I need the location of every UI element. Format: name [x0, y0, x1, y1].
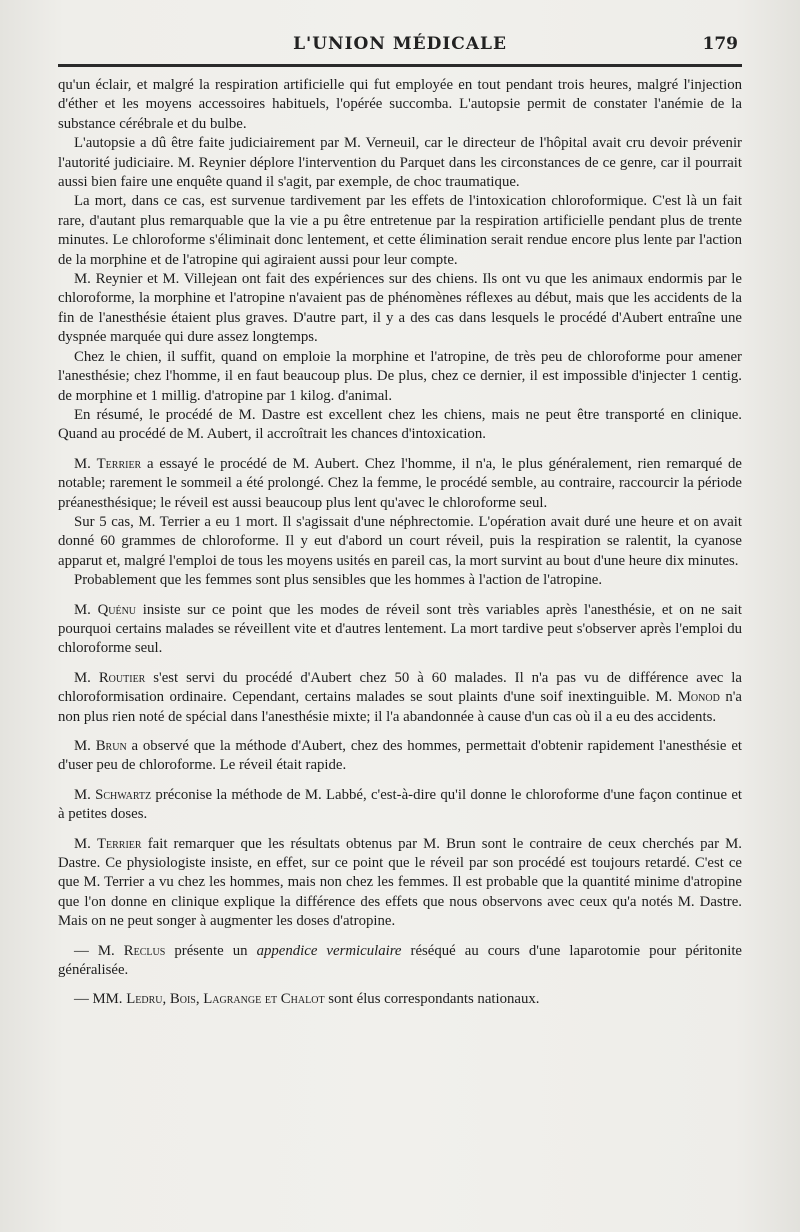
paragraph: M. Reynier et M. Villejean ont fait des expériences sur des chiens. Ils ont vu que les animaux endormis par le chloroforme, la morphine et l'atropine n'avaient pas de phénomènes réflexes au début, mais que les accidents de la fin de l'anesthésie étaient plus graves. D'autre part, il y a des cas dans lesquels le procédé d'Aubert entraîne une dyspnée marquée qui dure assez longtemps. [58, 271, 742, 346]
page-header [60, 34, 740, 62]
paragraph: — MM. Ledru, Bois, Lagrange et Chalot sont élus correspondants nationaux. [74, 991, 540, 1008]
speaker-name: Monod [677, 689, 720, 706]
speaker-name: Quénu [97, 601, 137, 618]
paragraph: Sur 5 cas, M. Terrier a eu 1 mort. Il s'agissait d'une néphrectomie. L'opération avait duré une heure et on avait donné 60 grammes de chloroforme. Il y eut d'abord un court réveil, puis la respiration se ralentit, la cyanose apparut et, malgré l'emploi de tous les moyens usités en pareil cas, la mort survint au bout d'une heure dix minutes. [58, 513, 742, 569]
speaker-name: Terrier [96, 455, 142, 472]
speaker-name: Reclus [123, 942, 166, 959]
speaker-name: Schwartz [95, 786, 152, 803]
paragraph: M. Brun a observé que la méthode d'Aubert, chez des hommes, permettait d'obtenir rapidement l'anesthésie et d'user peu de chloroforme. Le réveil était rapide. [58, 738, 742, 774]
speaker-name: Brun [95, 738, 127, 754]
paragraph: Chez le chien, il suffit, quand on emploie la morphine et l'atropine, de très peu de chloroforme pour amener l'anesthésie; chez l'homme, il en faut beaucoup plus. De plus, chez ce dernier, il est impossible d'injecter 1 centig. de morphine et 1 millig. d'atropine par 1 kilog. d'animal. [58, 348, 742, 404]
paragraph: qu'un éclair, et malgré la respiration artificielle qui fut employée en tout pendant trois heures, malgré l'injection d'éther et les moyens accessoires habituels, l'opérée succomba. L'autopsie permit de constater l'anémie de la substance cérébrale et du bulbe. [58, 77, 742, 132]
page-number: 179 [702, 34, 738, 54]
italic-term: appendice vermiculaire [256, 942, 402, 959]
paragraph: M. Terrier fait remarquer que les résultats obtenus par M. Brun sont le contraire de ceux cherchés par M. Dastre. Ce physiologiste insiste, en effet, sur ce point que le réveil par son procédé est toujours retardé. C'est ce que M. Terrier a vu chez les hommes, mais non chez les femmes. Il est probable que la quantité minime d'atropine que l'on donne en clinique explique la différence des effets que nous observons avec ceux qu'a notés M. Dastre. Mais on ne peut songer à augmenter les doses d'atropine. [58, 835, 742, 930]
running-title: L'UNION MÉDICALE [293, 34, 507, 54]
header-rule [58, 64, 742, 67]
paragraph: M. Quénu insiste sur ce point que les modes de réveil sont très variables après l'anesthésie, et on ne sait pourquoi certains malades se réveillent vite et d'autres lentement. La mort tardive peut s'observer après l'emploi du chloroforme seul. [58, 601, 742, 657]
article-body [58, 76, 742, 1010]
paragraph: L'autopsie a dû être faite judiciairement par M. Verneuil, car le directeur de l'hôpital avait cru devoir prévenir l'autorité judiciaire. M. Reynier déplore l'intervention du Parquet dans les circonstances de ce genre, car il pourrait aussi bien faire une enquête quand il s'agit, par exemple, de choc traumatique. [58, 135, 742, 191]
speaker-name: Routier [98, 669, 146, 686]
paragraph: M. Routier s'est servi du procédé d'Aubert chez 50 à 60 malades. Il n'a pas vu de différence avec la chloroformisation ordinaire. Cependant, certains malades se sout plaints d'une soif inextinguible. M. Monod n'a non plus rien noté de spécial dans l'anesthésie mixte; il l'a abandonnée à cause d'un cas où il a eu des accidents. [58, 669, 742, 725]
paragraph: M. Schwartz préconise la méthode de M. Labbé, c'est-à-dire qu'il donne le chloroforme d'une façon continue et à petites doses. [58, 786, 742, 823]
paragraph: La mort, dans ce cas, est survenue tardivement par les effets de l'intoxication chloroformique. C'est là un fait rare, d'autant plus remarquable que la vie a pu être entretenue par la respiration artificielle pendant plus de trente minutes. Le chloroforme s'éliminait donc lentement, et cette élimination serait rendue encore plus lente par l'action de la morphine et de l'atropine qui agiraient aussi pour leur compte. [58, 193, 742, 268]
paragraph: M. Terrier a essayé le procédé de M. Aubert. Chez l'homme, il n'a, le plus généralement, rien remarqué de notable; rarement le sommeil a été prolongé. Chez la femme, le procédé semble, au contraire, raccourcir la période préanesthésique; le réveil est aussi beaucoup plus lent qu'avec le chloroforme seul. [58, 455, 742, 511]
paragraph: Probablement que les femmes sont plus sensibles que les hommes à l'action de l'atropine. [74, 572, 603, 589]
speaker-name: Terrier [96, 835, 142, 852]
speaker-names: Ledru, Bois, Lagrange et Chalot [126, 991, 325, 1008]
paragraph: En résumé, le procédé de M. Dastre est excellent chez les chiens, mais ne peut être transporté en clinique. Quand au procédé de M. Aubert, il accroîtrait les chances d'intoxication. [58, 406, 742, 443]
paragraph: — M. Reclus présente un appendice vermiculaire réséqué au cours d'une laparotomie pour péritonite généralisée. [58, 942, 742, 979]
